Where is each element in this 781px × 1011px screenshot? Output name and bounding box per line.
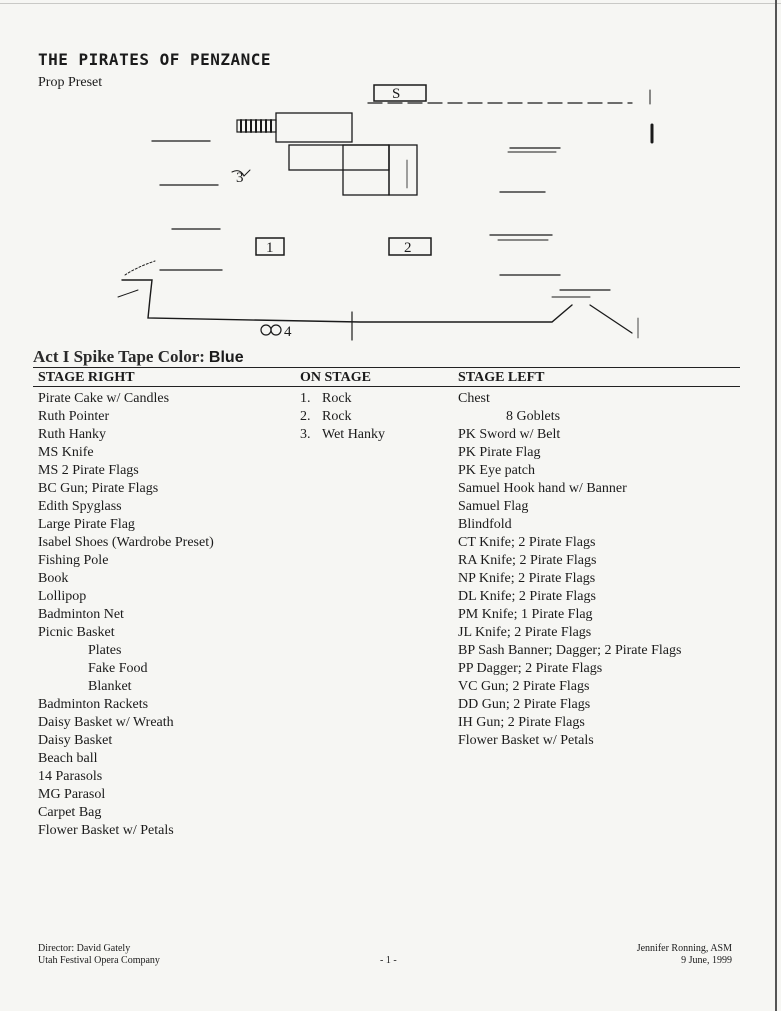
spike-tape-color: Blue	[208, 349, 244, 366]
diagram-label: 3	[236, 170, 244, 186]
list-item: Badminton Rackets	[38, 697, 149, 712]
on-stage-list	[300, 390, 385, 444]
list-subitem: Blanket	[88, 679, 132, 694]
header-rule-bottom	[33, 386, 740, 387]
item-number: 1.	[300, 391, 311, 406]
list-item: Picnic Basket	[38, 625, 115, 640]
list-item: Flower Basket w/ Petals	[458, 733, 594, 748]
stage-right-list	[38, 390, 214, 840]
list-item: Fishing Pole	[38, 553, 109, 568]
list-item: Blindfold	[458, 517, 512, 532]
list-item: Chest	[458, 391, 490, 406]
list-item: Book	[38, 571, 69, 586]
footer-asm: Jennifer Ronning, ASM	[636, 943, 732, 954]
document-title: THE PIRATES OF PENZANCE	[38, 50, 272, 69]
list-item: 14 Parasols	[38, 769, 103, 784]
list-item: PK Pirate Flag	[458, 445, 541, 460]
stage-left-list	[458, 390, 681, 750]
list-item: PK Sword w/ Belt	[458, 427, 561, 442]
list-subitem: Fake Food	[88, 661, 148, 676]
list-item: Flower Basket w/ Petals	[38, 823, 174, 838]
item-text: Rock	[322, 391, 352, 406]
list-item: Ruth Hanky	[38, 427, 107, 442]
list-item: IH Gun; 2 Pirate Flags	[458, 715, 585, 730]
list-item: VC Gun; 2 Pirate Flags	[458, 679, 590, 694]
page-edge	[0, 3, 781, 4]
list-item: BP Sash Banner; Dagger; 2 Pirate Flags	[458, 643, 682, 658]
list-item: JL Knife; 2 Pirate Flags	[458, 625, 592, 640]
item-text: Rock	[322, 409, 352, 424]
list-item	[300, 390, 385, 408]
item-number: 2.	[300, 409, 311, 424]
list-item: PM Knife; 1 Pirate Flag	[458, 607, 593, 622]
list-item: BC Gun; Pirate Flags	[38, 481, 159, 496]
list-item: MG Parasol	[38, 787, 106, 802]
list-item: Carpet Bag	[38, 805, 102, 820]
page-number: - 1 -	[380, 955, 397, 966]
list-item: Daisy Basket w/ Wreath	[38, 715, 174, 730]
list-item	[300, 408, 385, 426]
list-item: Edith Spyglass	[38, 499, 122, 514]
list-item: Lollipop	[38, 589, 87, 604]
footer-company: Utah Festival Opera Company	[38, 955, 160, 966]
list-item: RA Knife; 2 Pirate Flags	[458, 553, 597, 568]
footer-date: 9 June, 1999	[681, 955, 732, 966]
list-item: Samuel Hook hand w/ Banner	[458, 481, 627, 496]
footer-director: Director: David Gately	[38, 943, 131, 954]
list-subitem: Plates	[88, 643, 122, 658]
list-item: MS Knife	[38, 445, 94, 460]
list-item: PK Eye patch	[458, 463, 535, 478]
list-item: DL Knife; 2 Pirate Flags	[458, 589, 596, 604]
stage-right-heading: STAGE RIGHT	[38, 370, 135, 385]
list-item: Ruth Pointer	[38, 409, 110, 424]
list-item: Large Pirate Flag	[38, 517, 135, 532]
list-item: NP Knife; 2 Pirate Flags	[458, 571, 596, 586]
diagram-label: 2	[404, 240, 412, 256]
list-item: DD Gun; 2 Pirate Flags	[458, 697, 591, 712]
list-item: MS 2 Pirate Flags	[38, 463, 139, 478]
list-item: PP Dagger; 2 Pirate Flags	[458, 661, 603, 676]
document-subtitle: Prop Preset	[38, 75, 103, 90]
list-item: Beach ball	[38, 751, 98, 766]
diagram-label: 4	[284, 324, 292, 340]
header-rule-top	[33, 367, 740, 368]
diagram-label: 1	[266, 240, 274, 256]
list-item: Pirate Cake w/ Candles	[38, 391, 170, 406]
stage-diagram	[0, 80, 781, 350]
list-item: Samuel Flag	[458, 499, 529, 514]
stage-left-heading: STAGE LEFT	[458, 370, 545, 385]
list-subitem: 8 Goblets	[506, 409, 561, 424]
list-item: Badminton Net	[38, 607, 124, 622]
list-item: Isabel Shoes (Wardrobe Preset)	[38, 535, 214, 550]
spike-tape-line	[33, 347, 244, 367]
item-text: Wet Hanky	[322, 427, 386, 442]
diagram-label: S	[392, 86, 401, 102]
list-item	[300, 426, 385, 444]
spike-tape-label: Act I Spike Tape Color:	[33, 347, 205, 366]
footer-signature	[600, 943, 732, 967]
item-number: 3.	[300, 427, 311, 442]
list-item: Daisy Basket	[38, 733, 113, 748]
footer-credits	[38, 943, 160, 967]
list-item: CT Knife; 2 Pirate Flags	[458, 535, 596, 550]
on-stage-heading: ON STAGE	[300, 370, 371, 385]
